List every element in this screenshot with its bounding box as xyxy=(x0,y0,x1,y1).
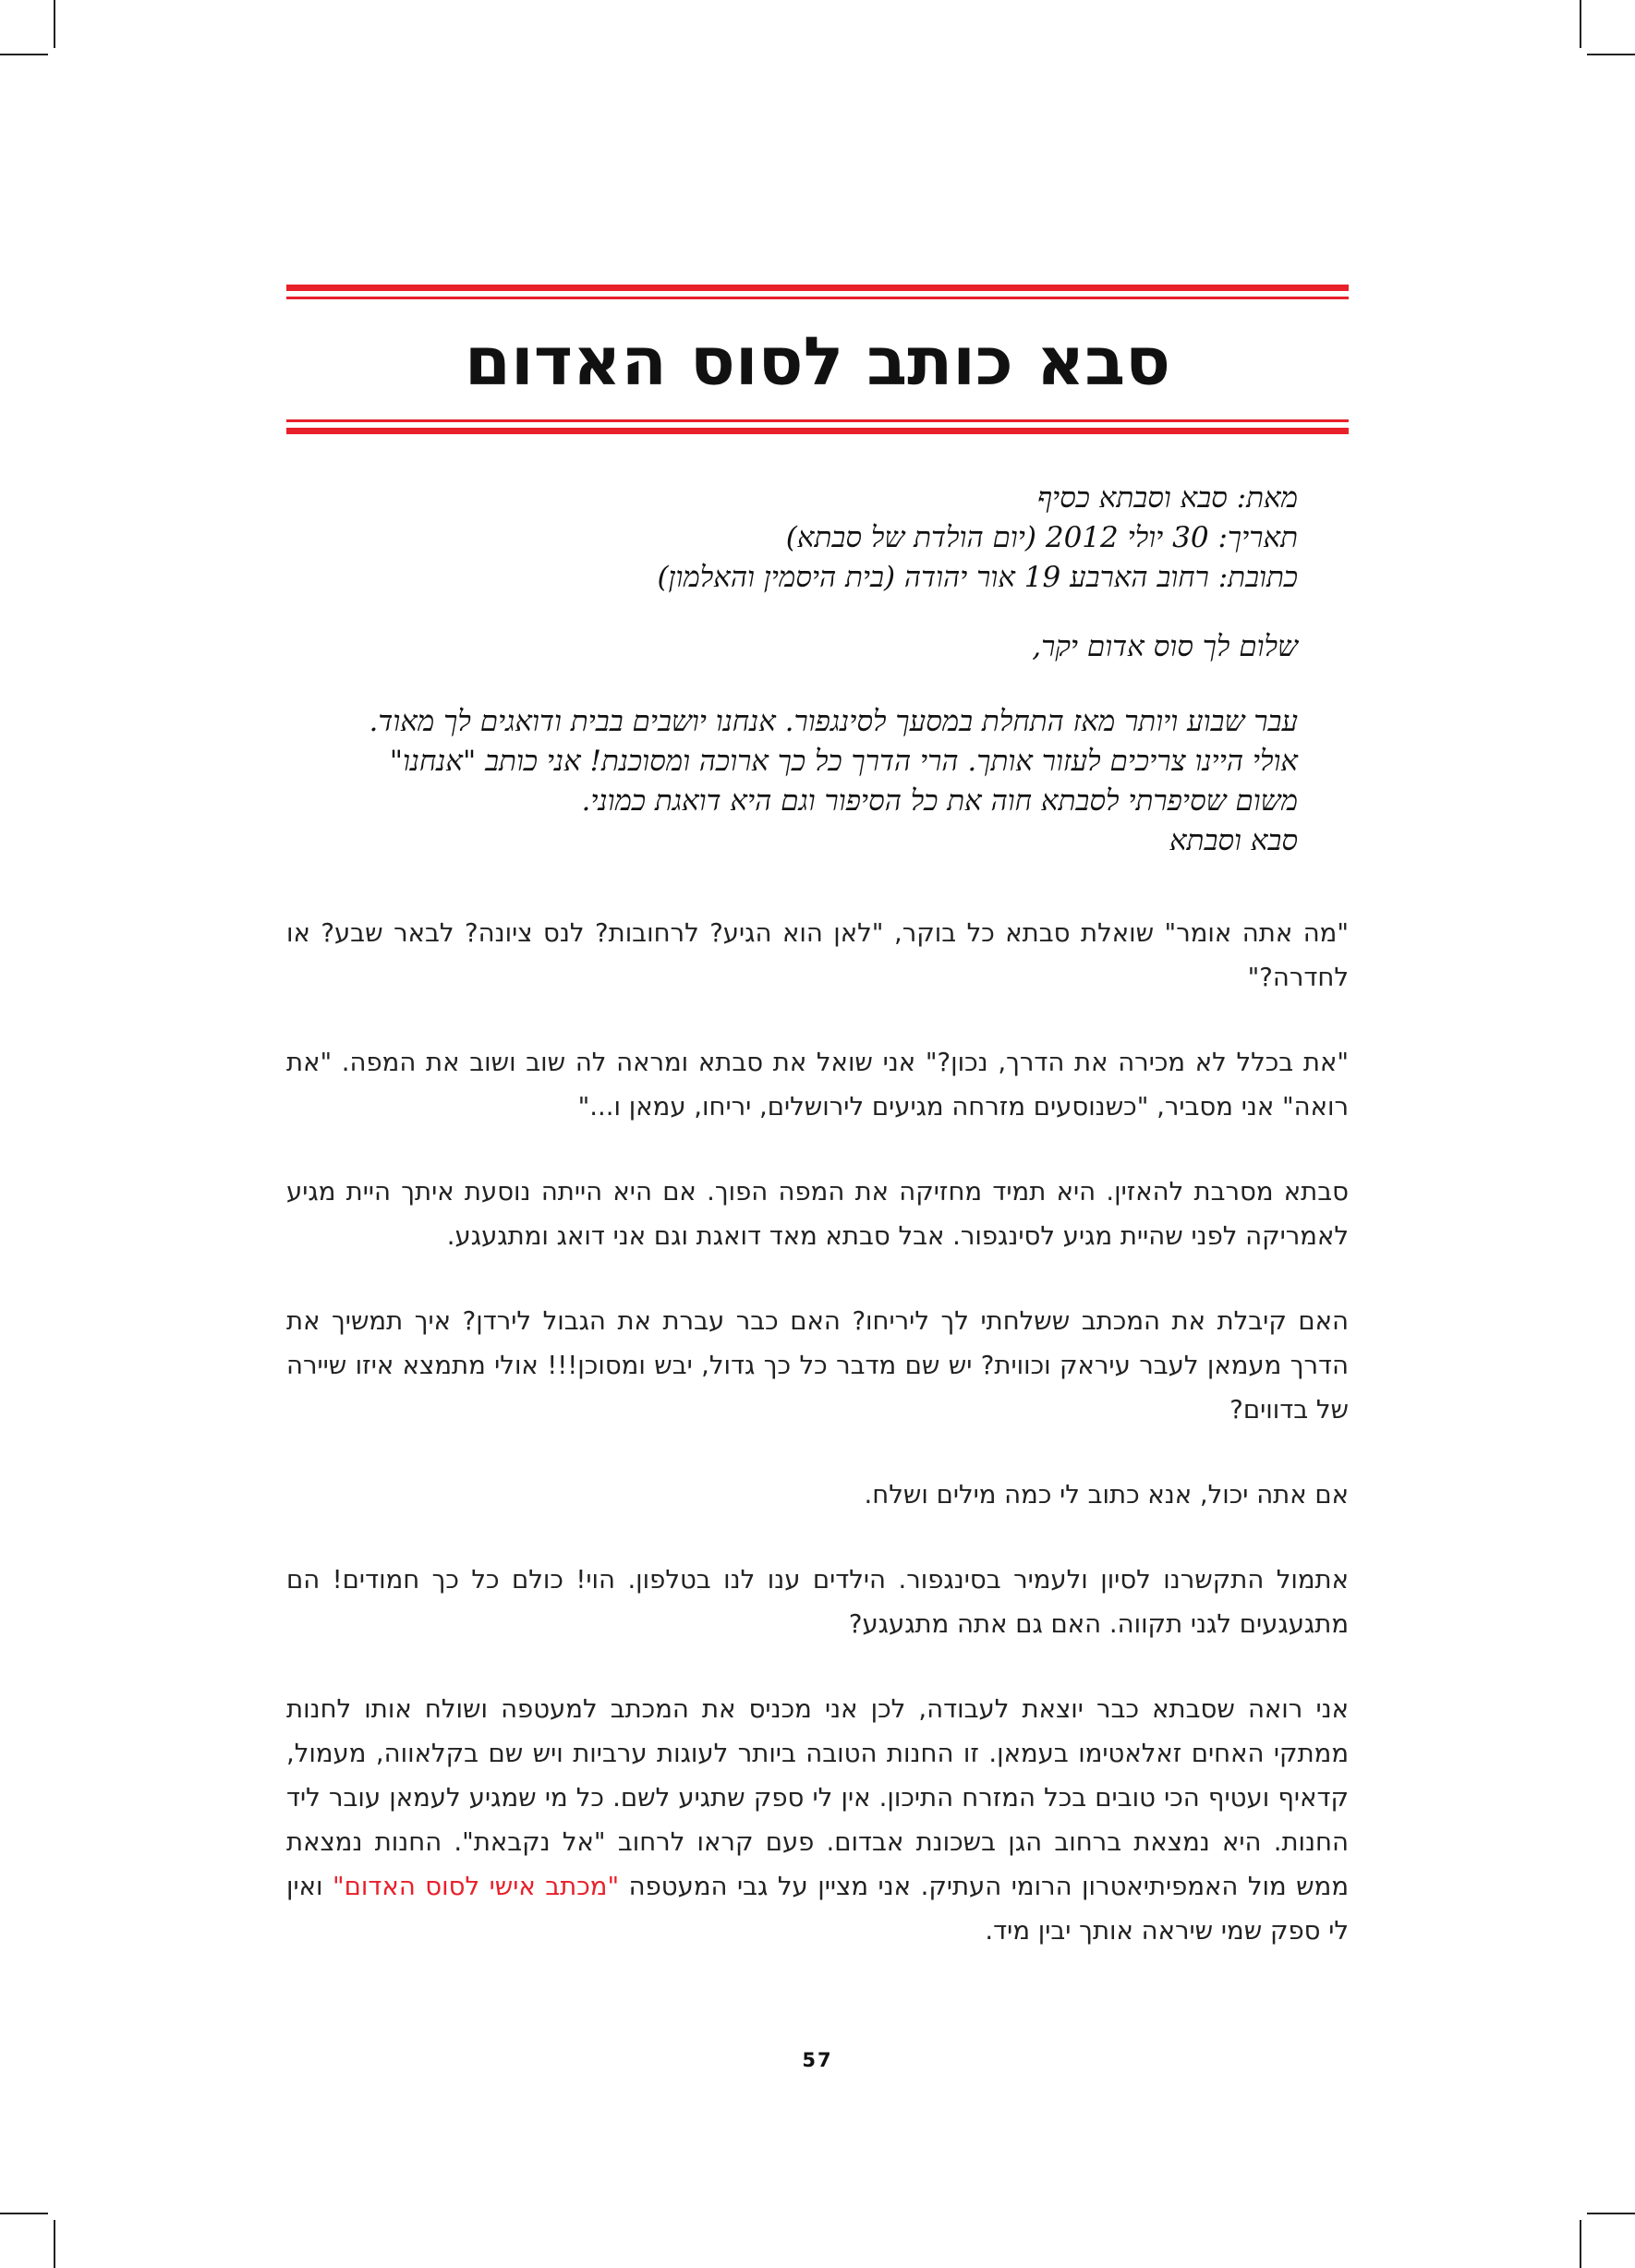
title-block xyxy=(286,285,1349,434)
crop-mark-top-left-horizontal xyxy=(0,54,48,55)
letter-signature: סבא וסבתא xyxy=(1169,824,1298,857)
crop-mark-top-left-vertical xyxy=(54,0,55,48)
story-paragraph-last xyxy=(286,1687,1349,1953)
story-body xyxy=(286,911,1349,1994)
letter-greeting: שלום לך סוס אדום יקר, xyxy=(1032,630,1298,663)
title-rule-bottom-thick xyxy=(286,428,1349,434)
crop-mark-bottom-right-horizontal xyxy=(1587,2213,1635,2214)
letter-address: כתובת: רחוב הארבע 19 אור יהודה (בית היסמין והאלמון) xyxy=(657,561,1298,594)
crop-mark-top-right-vertical xyxy=(1580,0,1581,48)
page-number: 57 xyxy=(802,2049,833,2071)
letter-spacer xyxy=(342,598,1298,627)
title-rule-top-thin xyxy=(286,297,1349,299)
story-paragraph: האם קיבלת את המכתב ששלחתי לך ליריחו? האם כבר עברת את הגבול לירדן? איך תמשיך את הדרך מעמאן לעבר עיראק וכווית? יש שם מדבר כל כך גדול, יבש ומסוכן!!! אולי מתמצא איזו שיירה של בדווים? xyxy=(286,1306,1349,1425)
story-paragraph: אתמול התקשרנו לסיון ולעמיר בסינגפור. הילדים ענו לנו בטלפון. הוי! כולם כל כך חמודים! הם מתגעגעים לגני תקווה. האם גם אתה מתגעגע? xyxy=(286,1565,1349,1639)
title-rule-bottom-thin xyxy=(286,419,1349,422)
story-paragraph: "את בכלל לא מכירה את הדרך, נכון?" אני שואל את סבתא ומראה לה שוב ושוב את המפה. "את רואה" אני מסביר, "כשנוסעים מזרחה מגיעים לירושלים, יריחו, עמאן ו..." xyxy=(286,1048,1349,1122)
crop-mark-bottom-left-vertical xyxy=(54,2220,55,2268)
letter-date: תאריך: 30 יולי 2012 (יום הולדת של סבתא) xyxy=(785,521,1298,554)
story-paragraph: סבתא מסרבת להאזין. היא תמיד מחזיקה את המפה הפוך. אם היא הייתה נוסעת איתך היית מגיע לאמריקה לפני שהיית מגיע לסינגפור. אבל סבתא מאד דואגת וגם אני דואג ומתגעגע. xyxy=(286,1177,1349,1251)
letter-from: מאת: סבא וסבתא כסיף xyxy=(1036,481,1298,515)
paragraph-text: ואין לי ספק שמי שיראה אותך יבין מיד. xyxy=(286,1872,1349,1946)
crop-mark-bottom-right-vertical xyxy=(1580,2220,1581,2268)
handwritten-letter xyxy=(342,479,1298,861)
story-paragraph: "מה אתה אומר" שואלת סבתא כל בוקר, "לאן הוא הגיע? לרחובות? לנס ציונה? לבאר שבע? או לחדרה?" xyxy=(286,918,1349,992)
letter-body-line: משום שסיפרתי לסבתא חוה את כל הסיפור וגם היא דואגת כמוני. xyxy=(581,784,1298,818)
story-paragraph: אם אתה יכול, אנא כתוב לי כמה מילים ושלח. xyxy=(864,1480,1349,1510)
letter-body-line: עבר שבוע ויותר מאז התחלת במסעך לסינגפור. אנחנו יושבים בבית ודואגים לך מאוד. xyxy=(369,705,1298,738)
crop-mark-top-right-horizontal xyxy=(1587,54,1635,55)
title-rule-top-thick xyxy=(286,285,1349,291)
letter-spacer xyxy=(342,667,1298,702)
page-title: סבא כותב לסוס האדום xyxy=(464,322,1171,400)
letter-body-line: אולי היינו צריכים לעזור אותך. הרי הדרך כל כך ארוכה ומסוכנת! אני כותב "אנחנו" xyxy=(389,745,1298,778)
crop-mark-bottom-left-horizontal xyxy=(0,2213,48,2214)
envelope-label-highlight: "מכתב אישי לסוס האדום" xyxy=(333,1872,620,1901)
paragraph-text: אני רואה שסבתא כבר יוצאת לעבודה, לכן אני מכניס את המכתב למעטפה ושולח אותו לחנות ממתקי האחים זאלאטימו בעמאן. זו החנות הטובה ביותר לעוגות ערביות ויש שם בקלאווה, מעמול, קדאיף ועטיף הכי טובים בכל המזרח התיכון. אין לי ספק שתגיע לשם. כל מי שמגיע לעמאן עובר ליד החנות. היא נמצאת ברחוב הגן בשכונת אבדום. פעם קראו לרחוב "אל נקבאת". החנות נמצאת ממש מול האמפיתיאטרון הרומי העתיק. אני מציין על גבי המעטפה xyxy=(286,1694,1350,1901)
